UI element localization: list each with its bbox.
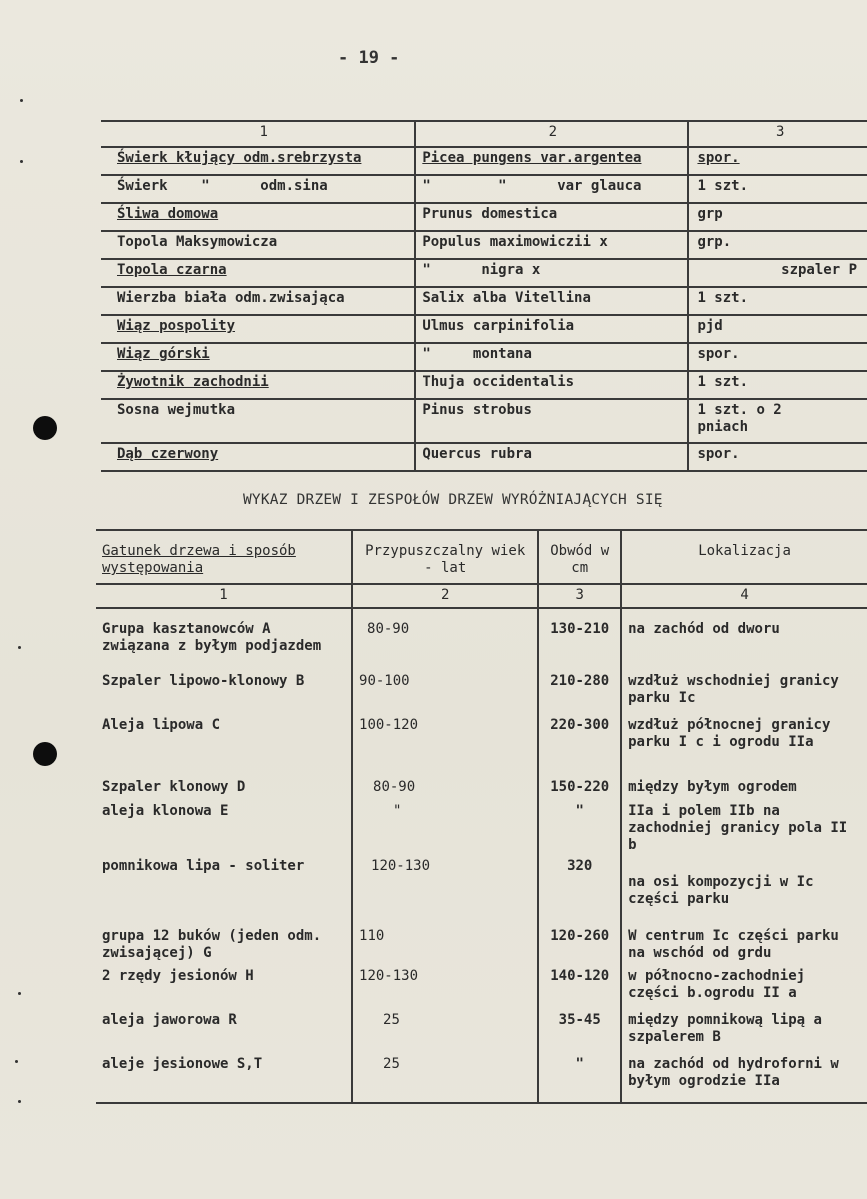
circumference-cell: 320 [538, 856, 621, 926]
species-cell: pomnikowa lipa - soliter [96, 856, 352, 926]
column-number-row [96, 584, 867, 608]
circumference-cell: 220-300 [538, 715, 621, 777]
table-row [101, 343, 867, 371]
table-row [101, 231, 867, 259]
punch-hole-bottom [33, 742, 57, 766]
species-cell: aleje jesionowe S,T [96, 1054, 352, 1103]
column-number: 2 [415, 121, 688, 147]
table-row [96, 671, 867, 715]
table-header-row [96, 530, 867, 584]
column-number: 3 [688, 121, 867, 147]
table-row [101, 371, 867, 399]
occurrence-cell: 1 szt. [688, 287, 867, 315]
circumference-cell: 210-280 [538, 671, 621, 715]
location-cell: na zachód od dworu [628, 621, 780, 637]
polish-name-cell: Topola czarna [101, 259, 415, 287]
latin-name-cell: " " var glauca [415, 175, 688, 203]
location-cell: między pomnikową lipą a szpalerem B [628, 1012, 822, 1045]
paper-speck [20, 99, 23, 102]
table-row [96, 926, 867, 966]
polish-name-cell: Sosna wejmutka [101, 399, 415, 443]
polish-name-cell: Wiąz pospolity [101, 315, 415, 343]
polish-name-cell: Śliwa domowa [101, 203, 415, 231]
location-cell: wzdłuż wschodniej granicy parku Ic [628, 673, 839, 706]
location-cell: na zachód od hydroforni w byłym ogrodzie IIa [621, 1054, 867, 1103]
column-number: 1 [101, 121, 415, 147]
species-cell: Aleja lipowa C [96, 715, 352, 777]
table-row [101, 175, 867, 203]
occurrence-cell: pjd [688, 315, 867, 343]
column-number: 1 [96, 584, 352, 608]
polish-name-cell: Świerk " odm.sina [101, 175, 415, 203]
location-cell: IIa i polem IIb na zachodniej granicy pola II b [628, 803, 848, 853]
occurrence-cell: spor. [688, 343, 867, 371]
age-cell: 90-100 [352, 671, 538, 715]
occurrence-cell: spor. [688, 147, 867, 175]
species-cell: Szpaler lipowo-klonowy B [96, 671, 352, 715]
occurrence-cell: 1 szt. o 2 pniach [688, 399, 867, 443]
table-row [96, 1010, 867, 1054]
location-cell: między byłym ogrodem [628, 779, 797, 795]
location-cell: W centrum Ic części parku na wschód od grdu [628, 928, 839, 961]
table-row [96, 966, 867, 1010]
occurrence-cell: spor. [688, 443, 867, 471]
latin-name-cell: " nigra x [415, 259, 688, 287]
header-species: Gatunek drzewa i sposób występowania [96, 530, 352, 584]
age-cell: 120-130 [352, 966, 538, 1010]
latin-name-cell: " montana [415, 343, 688, 371]
paper-speck [15, 1060, 18, 1063]
circumference-cell: 120-260 [538, 926, 621, 966]
header-age: Przypuszczalny wiek - lat [352, 530, 538, 584]
age-cell: 100-120 [352, 715, 538, 777]
latin-name-cell: Picea pungens var.argentea [415, 147, 688, 175]
header-circumference: Obwód w cm [538, 530, 621, 584]
circumference-cell: 35-45 [538, 1010, 621, 1054]
latin-name-cell: Quercus rubra [415, 443, 688, 471]
circumference-cell: 140-120 [538, 966, 621, 1010]
latin-name-cell: Pinus strobus [415, 399, 688, 443]
distinguished-trees-table [96, 529, 867, 1104]
location-cell: w północno-zachodniej części b.ogrodu II a [628, 968, 806, 1001]
paper-speck [18, 1100, 21, 1103]
section-title: WYKAZ DRZEW I ZESPOŁÓW DRZEW WYRÓŻNIAJĄCYCH SIĘ [243, 492, 663, 508]
latin-name-cell: Prunus domestica [415, 203, 688, 231]
table-row [101, 203, 867, 231]
age-cell: 25 [352, 1010, 538, 1054]
table-row [101, 287, 867, 315]
species-cell: grupa 12 buków (jeden odm. zwisającej) G [96, 926, 352, 966]
occurrence-cell: grp [688, 203, 867, 231]
polish-name-cell: Wierzba biała odm.zwisająca [101, 287, 415, 315]
paper-speck [20, 160, 23, 163]
column-number: 2 [352, 584, 538, 608]
table-row [96, 1054, 867, 1103]
header-location: Lokalizacja [621, 530, 867, 584]
table-row [96, 801, 867, 856]
occurrence-cell: szpaler P [688, 259, 867, 287]
table-row [96, 777, 867, 801]
latin-name-cell: Salix alba Vitellina [415, 287, 688, 315]
table-row [96, 608, 867, 671]
page-number: - 19 - [338, 48, 400, 68]
species-cell: Grupa kasztanowców A związana z byłym podjazdem [96, 608, 352, 671]
polish-name-cell: Topola Maksymowicza [101, 231, 415, 259]
paper-speck [18, 992, 21, 995]
age-cell: 80-90 [352, 777, 538, 801]
circumference-cell: 130-210 [538, 608, 621, 671]
polish-name-cell: Żywotnik zachodnii [101, 371, 415, 399]
location-cell: wzdłuż północnej granicy parku I c i ogrodu IIa [628, 717, 831, 750]
species-cell: Szpaler klonowy D [96, 777, 352, 801]
circumference-cell: " [538, 1054, 621, 1103]
species-cell: aleja klonowa E [96, 801, 352, 856]
paper-speck [18, 646, 21, 649]
column-number: 4 [621, 584, 867, 608]
polish-name-cell: Dąb czerwony [101, 443, 415, 471]
occurrence-cell: grp. [688, 231, 867, 259]
occurrence-cell: 1 szt. [688, 175, 867, 203]
table-row [96, 715, 867, 777]
latin-name-cell: Ulmus carpinifolia [415, 315, 688, 343]
polish-name-cell: Wiąz górski [101, 343, 415, 371]
age-cell: 25 [352, 1054, 538, 1103]
circumference-cell: 150-220 [538, 777, 621, 801]
species-table [101, 120, 867, 472]
age-cell: 80-90 [352, 608, 538, 671]
table-row [101, 399, 867, 443]
punch-hole-top [33, 416, 57, 440]
occurrence-cell: 1 szt. [688, 371, 867, 399]
polish-name-cell: Świerk kłujący odm.srebrzysta [101, 147, 415, 175]
age-cell: " [352, 801, 538, 856]
table-row [96, 856, 867, 926]
latin-name-cell: Thuja occidentalis [415, 371, 688, 399]
table-row [101, 315, 867, 343]
age-cell: 120-130 [352, 856, 538, 926]
age-cell: 110 [352, 926, 538, 966]
table-row [101, 443, 867, 471]
species-cell: aleja jaworowa R [96, 1010, 352, 1054]
circumference-cell: " [538, 801, 621, 856]
table-header-row [101, 121, 867, 147]
species-cell: 2 rzędy jesionów H [96, 966, 352, 1010]
location-cell: na osi kompozycji w Ic części parku [628, 874, 814, 907]
table-row [101, 259, 867, 287]
latin-name-cell: Populus maximowiczii x [415, 231, 688, 259]
column-number: 3 [538, 584, 621, 608]
table-row [101, 147, 867, 175]
